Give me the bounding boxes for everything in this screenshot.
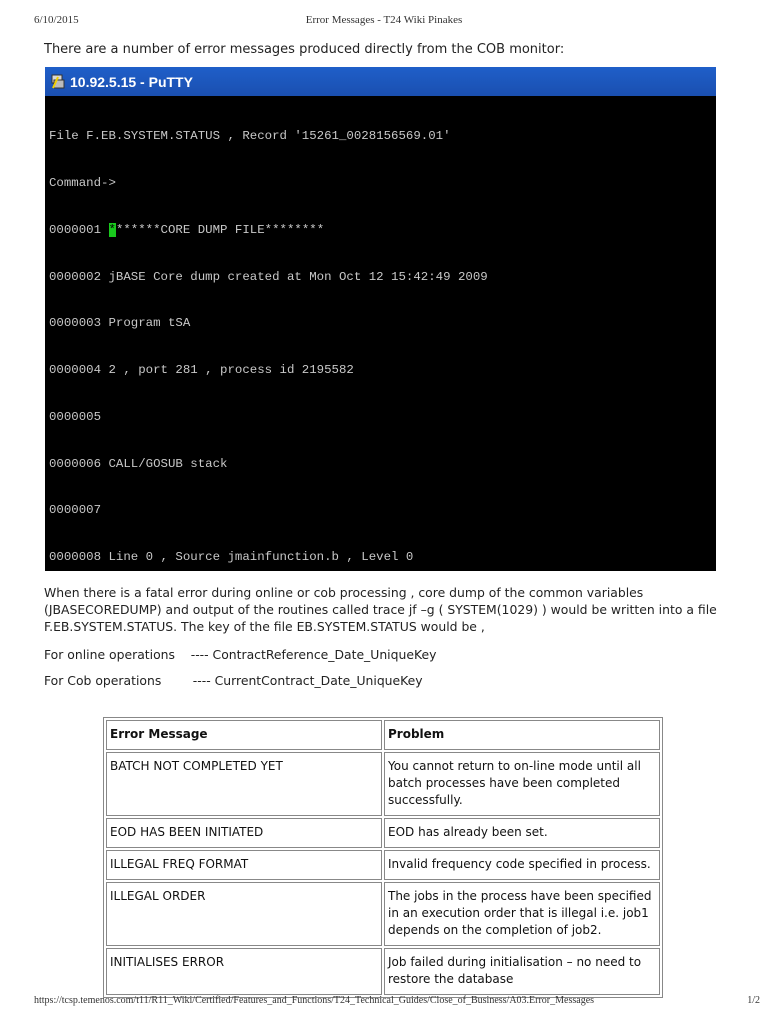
table-row: [106, 850, 660, 880]
page-title: Error Messages - T24 Wiki Pinakes: [305, 14, 463, 26]
error-message-cell: EOD HAS BEEN INITIATED: [106, 818, 382, 848]
print-date: 6/10/2015: [34, 14, 79, 26]
error-messages-table: [103, 717, 663, 998]
terminal-line: File F.EB.SYSTEM.STATUS , Record '15261_0028156569.01': [49, 129, 451, 144]
terminal-line: 0000008 Line 0 , Source jmainfunction.b , Level 0: [49, 550, 414, 565]
terminal-output: [45, 96, 716, 571]
putty-title: 10.92.5.15 - PuTTY: [70, 73, 193, 90]
problem-cell: The jobs in the process have been specified in an execution order that is illegal i.e. job1 depends on the completion of job2.: [384, 882, 660, 946]
table-header-row: [106, 720, 660, 750]
terminal-line: 0000003 Program tSA: [49, 316, 191, 331]
terminal-line: Command->: [49, 175, 116, 190]
problem-cell: Job failed during initialisation – no need to restore the database: [384, 948, 660, 995]
terminal-line: 0000002 jBASE Core dump created at Mon Oct 12 15:42:49 2009: [49, 269, 488, 284]
terminal-line-prefix: 0000001: [49, 222, 109, 237]
error-message-cell: ILLEGAL FREQ FORMAT: [106, 850, 382, 880]
terminal-line: 0000006 CALL/GOSUB stack: [49, 456, 228, 471]
table-row: [106, 818, 660, 848]
putty-icon: [51, 74, 65, 90]
intro-text: There are a number of error messages produced directly from the COB monitor:: [44, 42, 565, 57]
terminal-line: 0000005: [49, 409, 102, 424]
page-number: 1/2: [747, 995, 760, 1006]
fatal-error-paragraph: When there is a fatal error during online or cob processing , core dump of the common variables (JBASECOREDUMP) and output of the routines called trace jf –g ( SYSTEM(1029) ) would be written into a file F.EB.SYSTEM.STATUS. The key of the file EB.SYSTEM.STATUS would be ,: [44, 585, 717, 634]
table-row: [106, 882, 660, 946]
terminal-line: 0000007: [49, 503, 102, 518]
problem-cell: Invalid frequency code specified in process.: [384, 850, 660, 880]
error-message-cell: ILLEGAL ORDER: [106, 882, 382, 946]
page-url: https://tcsp.temenos.com/t11/R11_Wiki/Certified/Features_and_Functions/T24_Technical_Guides/Close_of_Business/A03.Error_Messages: [34, 995, 595, 1006]
online-operations-key: For online operations ---- ContractReference_Date_UniqueKey: [44, 647, 437, 662]
putty-terminal-screenshot: [45, 67, 716, 571]
problem-cell: You cannot return to on-line mode until all batch processes have been completed successfully.: [384, 752, 660, 816]
terminal-cursor: *: [108, 222, 116, 237]
header-problem: Problem: [384, 720, 660, 750]
header-error-message: Error Message: [106, 720, 382, 750]
terminal-line: 0000004 2 , port 281 , process id 2195582: [49, 363, 354, 378]
terminal-line-cursor: [49, 223, 716, 239]
table-row: [106, 752, 660, 816]
table-row: [106, 948, 660, 995]
problem-cell: EOD has already been set.: [384, 818, 660, 848]
putty-titlebar: [45, 67, 716, 96]
terminal-line-rest: ******CORE DUMP FILE********: [115, 222, 325, 237]
error-message-cell: INITIALISES ERROR: [106, 948, 382, 995]
cob-operations-key: For Cob operations ---- CurrentContract_Date_UniqueKey: [44, 673, 423, 688]
error-message-cell: BATCH NOT COMPLETED YET: [106, 752, 382, 816]
